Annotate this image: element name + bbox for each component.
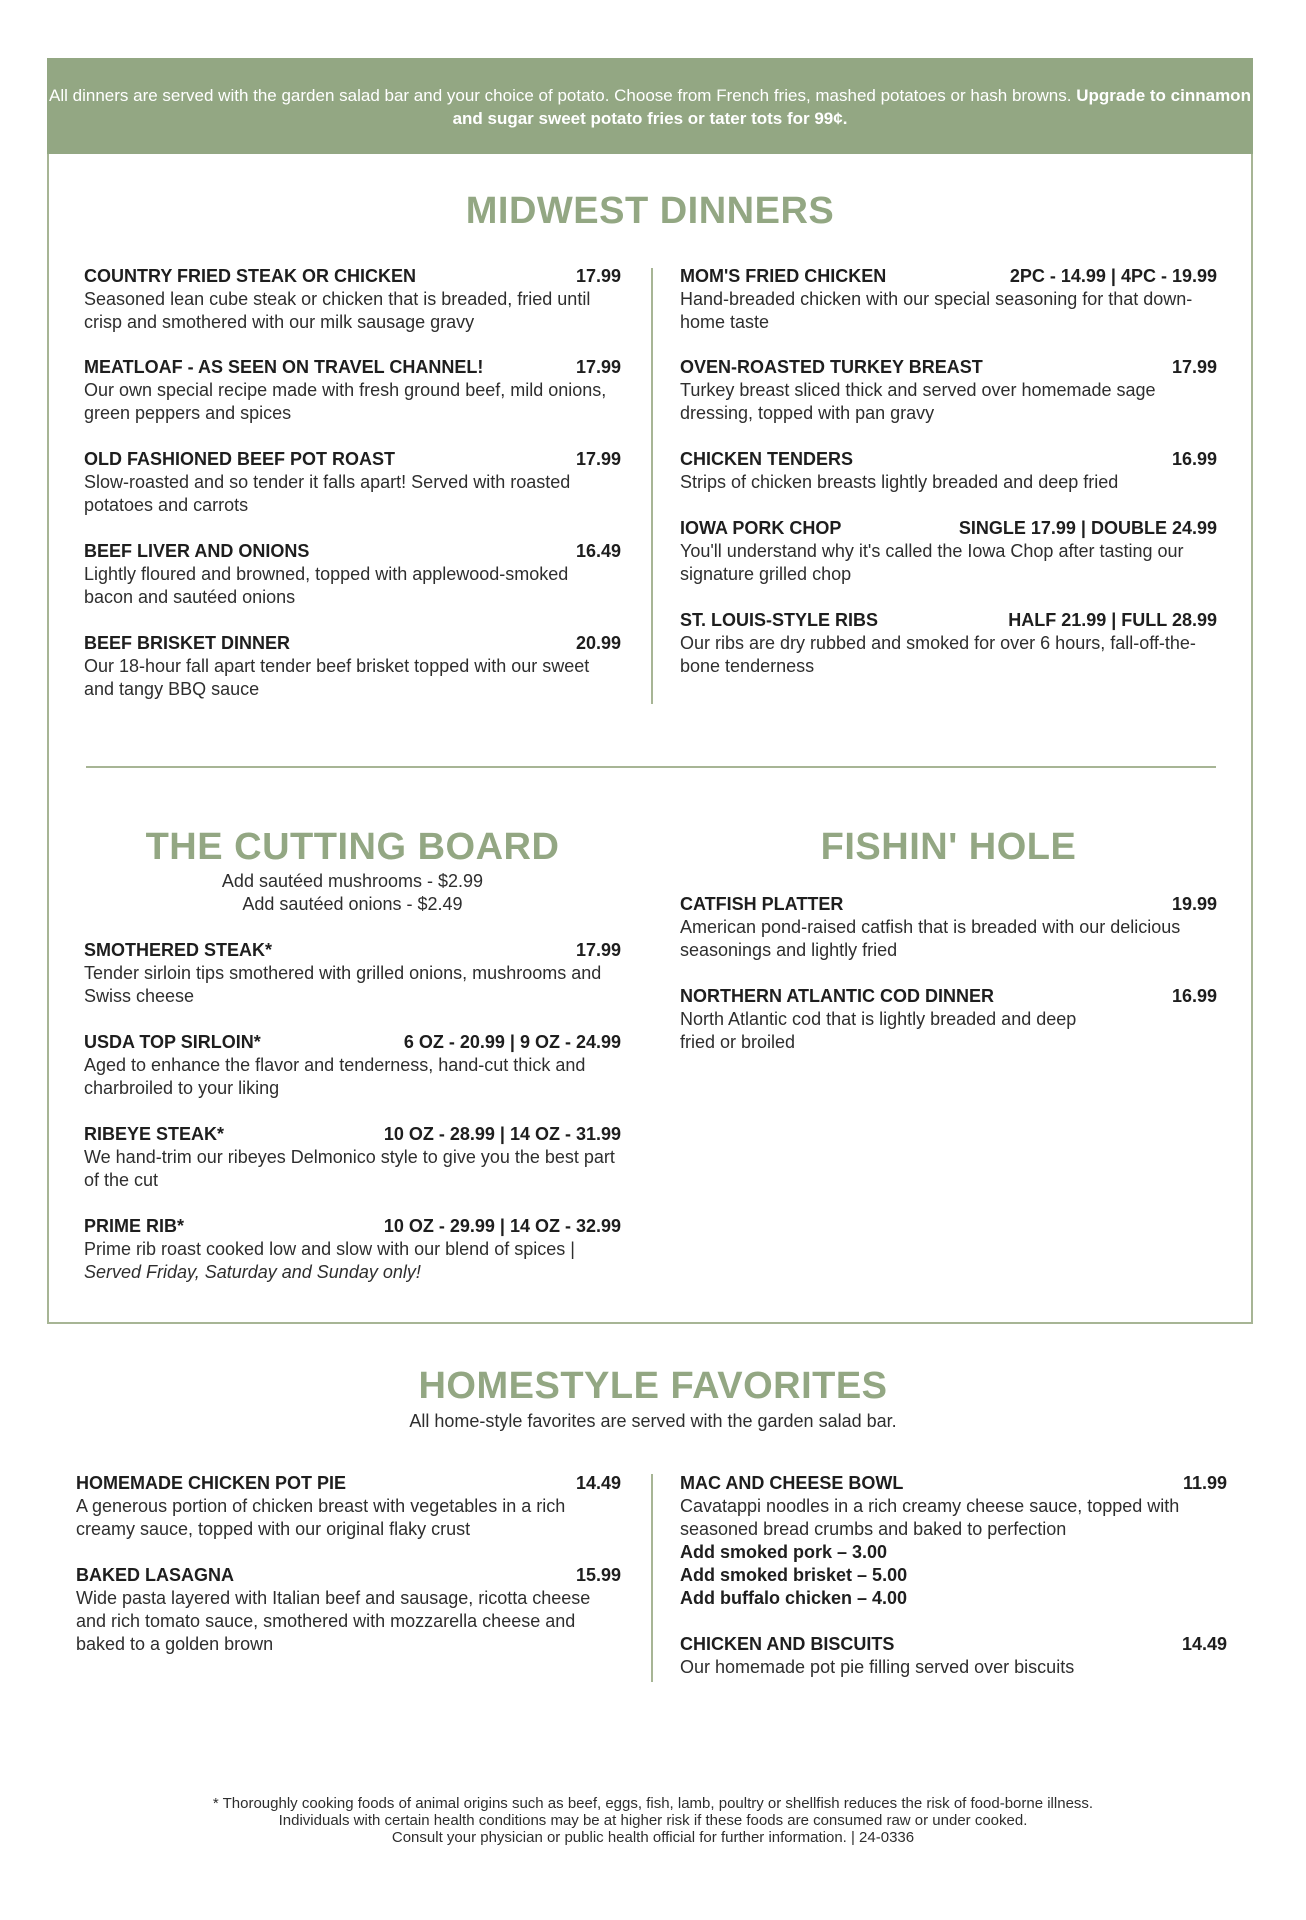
column-divider [651,1474,653,1682]
addon-pork: Add smoked pork – 3.00 [680,1542,888,1562]
item-name: CHICKEN AND BISCUITS [680,1634,895,1654]
item-price: 14.49 [1181,1634,1227,1654]
menu-item [680,1633,1227,1679]
item-desc: You'll understand why it's called the Iowa Chop after tasting our signature grilled chop [680,541,1184,584]
menu-item [76,1564,621,1656]
homestyle-subtitle: All home-style favorites are served with the garden salad bar. [409,1411,897,1431]
item-name: USDA TOP SIRLOIN* [84,1032,261,1052]
onion-addon: Add sautéed onions - $2.49 [242,894,463,914]
item-name: SMOTHERED STEAK* [84,940,273,960]
item-price: 2PC - 14.99 | 4PC - 19.99 [1009,266,1217,286]
item-name: NORTHERN ATLANTIC COD DINNER [680,986,994,1006]
item-desc: Hand-breaded chicken with our special seasoning for that down-home taste [680,289,1193,332]
item-price: 17.99 [575,357,621,377]
item-desc: Prime rib roast cooked low and slow with our blend of spices | [84,1239,575,1259]
menu-item [84,448,621,517]
menu-item [680,1472,1227,1610]
item-name: RIBEYE STEAK* [84,1124,225,1144]
menu-item [680,517,1217,586]
menu-item [84,356,621,425]
banner-text: All dinners are served with the garden salad bar and your choice of potato. Choose from French fries, mashed potatoes or hash browns. [49,86,1072,105]
potato-banner [47,58,1253,154]
item-price: 17.99 [575,940,621,960]
item-name: IOWA PORK CHOP [680,518,842,538]
item-name: HOMEMADE CHICKEN POT PIE [76,1473,347,1493]
menu-item [84,632,621,701]
section-divider [86,766,1216,768]
addon-brisket: Add smoked brisket – 5.00 [680,1565,908,1585]
item-name: OVEN-ROASTED TURKEY BREAST [680,357,983,377]
health-disclaimer [0,1795,1306,1846]
item-desc: Wide pasta layered with Italian beef and sausage, ricotta cheese and rich tomato sauce, smothered with mozzarella cheese and baked to a golden brown [76,1588,591,1654]
item-price: 16.99 [1171,986,1217,1006]
item-desc: Our own special recipe made with fresh ground beef, mild onions, green peppers and spices [84,380,607,423]
column-divider [651,268,653,704]
item-name: CATFISH PLATTER [680,894,844,914]
item-desc: A generous portion of chicken breast with vegetables in a rich creamy sauce, topped with our original flaky crust [76,1496,566,1539]
cutting-board-title: THE CUTTING BOARD [145,826,560,868]
item-name: COUNTRY FRIED STEAK OR CHICKEN [84,266,417,286]
item-price: 19.99 [1171,894,1217,914]
item-name: BEEF LIVER AND ONIONS [84,541,310,561]
item-price: 17.99 [575,449,621,469]
addon-chicken: Add buffalo chicken – 4.00 [680,1588,908,1608]
item-desc: Seasoned lean cube steak or chicken that is breaded, fried until crisp and smothered with our milk sausage gravy [84,289,591,332]
item-desc: Tender sirloin tips smothered with grilled onions, mushrooms and Swiss cheese [84,963,602,1006]
item-desc: North Atlantic cod that is lightly breaded and deep fried or broiled [680,1009,1077,1052]
item-desc: Cavatappi noodles in a rich creamy cheese sauce, topped with seasoned bread crumbs and baked to perfection [680,1496,1180,1539]
item-price: 11.99 [1182,1473,1227,1493]
item-desc: Turkey breast sliced thick and served over homemade sage dressing, topped with pan gravy [680,380,1156,423]
menu-item [680,985,1217,1054]
item-name: PRIME RIB* [84,1216,185,1236]
disclaimer-line: Individuals with certain health conditions may be at higher risk if these foods are consumed raw or under cooked. [278,1812,1028,1829]
item-desc: Our homemade pot pie filling served over biscuits [680,1657,1075,1677]
mushroom-addon: Add sautéed mushrooms - $2.99 [221,871,484,891]
menu-item [84,1031,621,1100]
item-name: MEATLOAF - AS SEEN ON TRAVEL CHANNEL! [84,357,484,377]
menu-item [84,1123,621,1192]
midwest-title: MIDWEST DINNERS [465,190,835,232]
menu-item [84,1215,621,1284]
menu-item [680,609,1217,678]
menu-item [680,356,1217,425]
item-desc: American pond-raised catfish that is breaded with our delicious seasonings and lightly fried [680,917,1181,960]
item-name: ST. LOUIS-STYLE RIBS [680,610,879,630]
homestyle-title: HOMESTYLE FAVORITES [418,1365,888,1407]
menu-item [76,1472,621,1541]
item-desc: Our 18-hour fall apart tender beef brisket topped with our sweet and tangy BBQ sauce [84,656,590,699]
item-name: BEEF BRISKET DINNER [84,633,291,653]
disclaimer-line: * Thoroughly cooking foods of animal origins such as beef, eggs, fish, lamb, poultry or shellfish reduces the risk of food-borne illness. [212,1795,1094,1812]
item-price: HALF 21.99 | FULL 28.99 [1008,610,1217,630]
item-price: 10 OZ - 29.99 | 14 OZ - 32.99 [383,1216,621,1236]
menu-item [680,265,1217,334]
item-desc: Strips of chicken breasts lightly breaded and deep fried [680,472,1119,492]
item-price: 17.99 [1171,357,1217,377]
fishin-hole-title: FISHIN' HOLE [820,826,1077,868]
item-name: OLD FASHIONED BEEF POT ROAST [84,449,396,469]
banner-upgrade: Upgrade to cinnamon and sugar sweet potato fries or tater tots for 99¢. [452,86,1251,128]
item-desc: Slow-roasted and so tender it falls apart! Served with roasted potatoes and carrots [84,472,571,515]
menu-item [680,448,1217,494]
item-price: 6 OZ - 20.99 | 9 OZ - 24.99 [403,1032,621,1052]
item-price: SINGLE 17.99 | DOUBLE 24.99 [958,518,1217,538]
item-name: CHICKEN TENDERS [680,449,854,469]
item-price: 14.49 [575,1473,621,1493]
item-desc: Aged to enhance the flavor and tenderness, hand-cut thick and charbroiled to your liking [84,1055,586,1098]
item-name: MOM'S FRIED CHICKEN [680,266,887,286]
item-price: 17.99 [575,266,621,286]
item-price: 10 OZ - 28.99 | 14 OZ - 31.99 [383,1124,621,1144]
item-price: 16.49 [575,541,621,561]
menu-item [84,939,621,1008]
disclaimer-line: Consult your physician or public health official for further information. | 24-0336 [391,1829,915,1846]
item-price: 20.99 [575,633,621,653]
menu-item [84,265,621,334]
item-price: 16.99 [1171,449,1217,469]
item-desc: Our ribs are dry rubbed and smoked for over 6 hours, fall-off-the-bone tenderness [680,633,1196,676]
menu-item [84,540,621,609]
item-name: MAC AND CHEESE BOWL [680,1473,904,1493]
item-note: Served Friday, Saturday and Sunday only! [84,1262,421,1282]
menu-item [680,893,1217,962]
item-name: BAKED LASAGNA [76,1565,235,1585]
item-desc: Lightly floured and browned, topped with applewood-smoked bacon and sautéed onions [84,564,569,607]
item-price: 15.99 [575,1565,621,1585]
item-desc: We hand-trim our ribeyes Delmonico style to give you the best part of the cut [84,1147,615,1190]
